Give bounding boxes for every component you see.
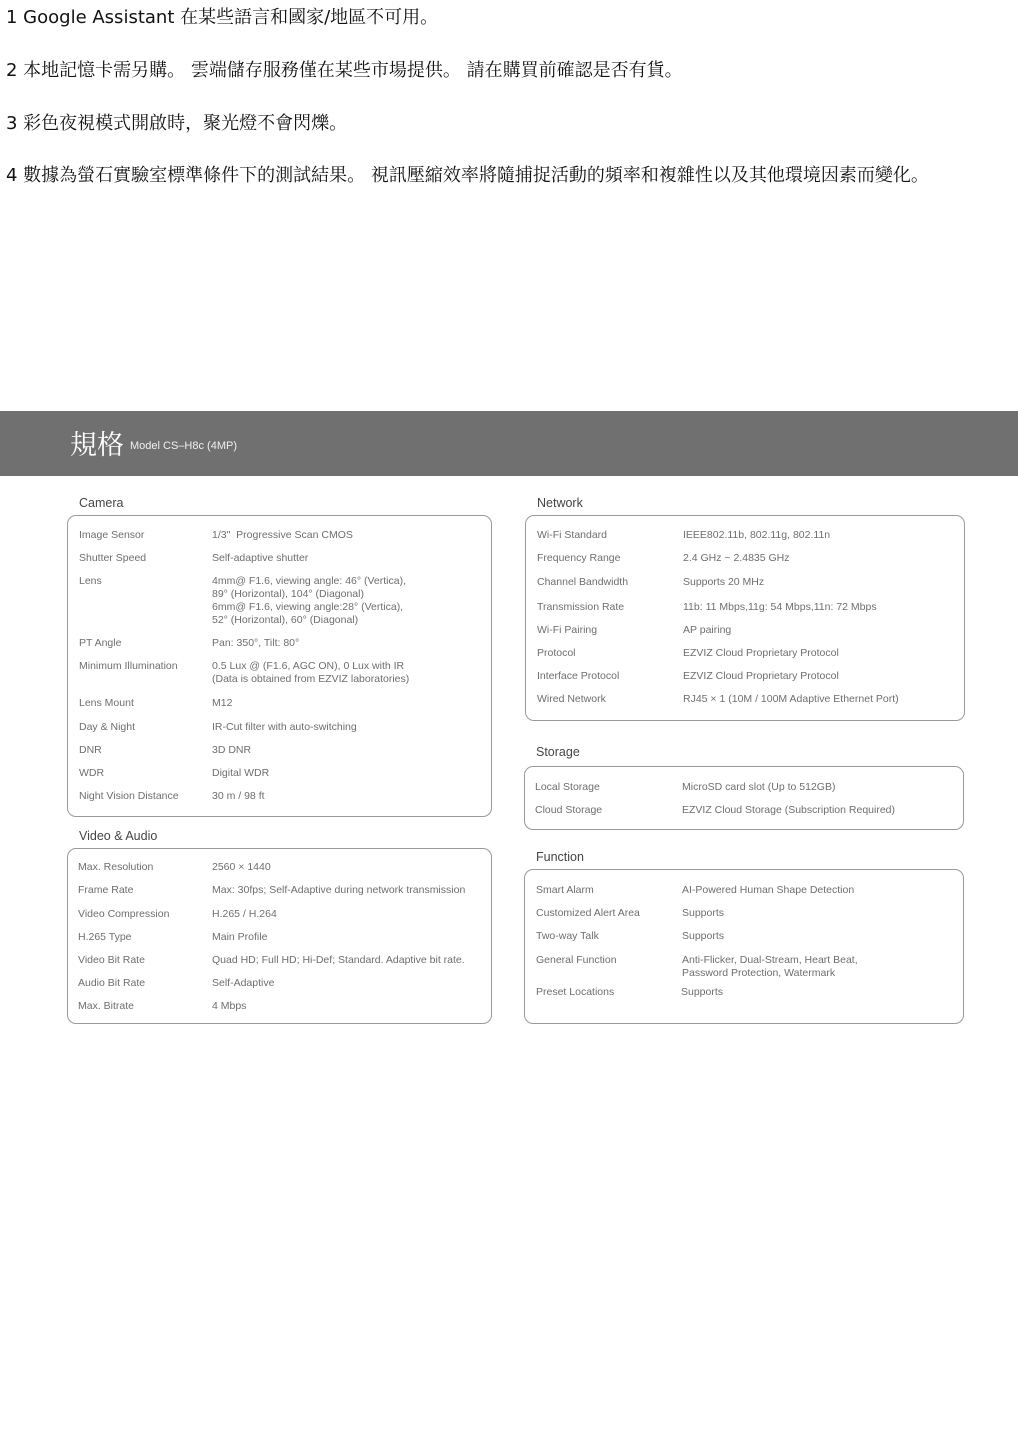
spec-key: Shutter Speed [79,552,147,564]
spec-value: EZVIZ Cloud Proprietary Protocol [683,647,839,659]
spec-key: Max. Resolution [78,861,154,873]
spec-value: Digital WDR [212,767,270,779]
storage-spec-box [524,766,964,830]
spec-value: 0.5 Lux @ (F1.6, AGC ON), 0 Lux with IR (Data is obtained from EZVIZ laboratories) [212,660,410,685]
spec-key: Channel Bandwidth [537,576,629,588]
spec-value: 2560 × 1440 [212,861,271,873]
spec-value: Pan: 350°, Tilt: 80° [212,637,300,649]
spec-key: Frequency Range [537,552,621,564]
network-section-title: Network [537,496,583,510]
spec-value: 3D DNR [212,744,252,756]
spec-value: 2.4 GHz ~ 2.4835 GHz [683,552,790,564]
spec-key: Lens [79,575,102,587]
spec-value: EZVIZ Cloud Storage (Subscription Required) [682,804,896,816]
storage-section-title: Storage [536,745,580,759]
spec-value: Supports 20 MHz [683,576,765,588]
spec-value: Max: 30fps; Self-Adaptive during network transmission [212,884,466,896]
spec-key: Frame Rate [78,884,134,896]
spec-key: General Function [536,954,617,966]
network-spec-box [525,515,965,721]
spec-key: Customized Alert Area [536,907,640,919]
spec-key: Local Storage [535,781,600,793]
spec-key: Interface Protocol [537,670,620,682]
spec-key: Preset Locations [536,986,615,998]
spec-key: Day & Night [79,721,136,733]
spec-value: Supports [682,930,725,942]
spec-value: Quad HD; Full HD; Hi-Def; Standard. Adaptive bit rate. [212,954,465,966]
spec-value: Supports [681,986,724,998]
spec-value: EZVIZ Cloud Proprietary Protocol [683,670,839,682]
spec-key: Audio Bit Rate [78,977,146,989]
video-audio-section-title: Video & Audio [79,829,158,843]
spec-key: Cloud Storage [535,804,603,816]
spec-value: MicroSD card slot (Up to 512GB) [682,781,836,793]
spec-banner [0,411,1018,476]
spec-value: Self-adaptive shutter [212,552,309,564]
function-section-title: Function [536,850,584,864]
spec-value: IR-Cut filter with auto-switching [212,721,357,733]
spec-value: 30 m / 98 ft [212,790,265,802]
spec-key: Max. Bitrate [78,1000,135,1012]
spec-key: PT Angle [79,637,122,649]
spec-key: Video Compression [78,908,170,920]
footnote-1: 1 Google Assistant 在某些語言和國家/地區不可用。 [6,7,439,28]
footnote-2: 2 本地記憶卡需另購。 雲端儲存服務僅在某些市場提供。 請在購買前確認是否有貨。 [6,60,683,81]
spec-key: Wi-Fi Standard [537,529,608,541]
spec-key: Wi-Fi Pairing [537,624,598,636]
spec-key: Video Bit Rate [78,954,145,966]
spec-key: Transmission Rate [537,601,625,613]
spec-value: AP pairing [683,624,732,636]
spec-key: DNR [79,744,102,756]
footnote-3: 3 彩色夜視模式開啟時，聚光燈不會閃爍。 [6,113,348,134]
spec-value: RJ45 × 1 (10M / 100M Adaptive Ethernet Port) [683,693,899,705]
spec-value: Main Profile [212,931,268,943]
spec-value: 4mm@ F1.6, viewing angle: 46° (Vertica), 89° (Horizontal), 104° (Diagonal) 6mm@ F1.6, viewing angle:28° (Vertica), 52° (Horizontal), 60° (Diagonal) [212,575,407,626]
spec-key: WDR [79,767,105,779]
spec-value: M12 [212,697,233,709]
camera-section-title: Camera [79,496,124,510]
spec-title: 規格 [70,430,124,461]
footnote-4: 4 數據為螢石實驗室標準條件下的測試結果。 視訊壓縮效率將隨捕捉活動的頻率和複雜性以及其他環境因素而變化。 [6,165,929,186]
spec-value: Supports [682,907,725,919]
spec-value: AI-Powered Human Shape Detection [682,884,855,896]
spec-key: Lens Mount [79,697,134,709]
spec-value: Anti-Flicker, Dual-Stream, Heart Beat, Password Protection, Watermark [682,954,858,979]
spec-value: H.265 / H.264 [212,908,277,920]
spec-value: 11b: 11 Mbps,11g: 54 Mbps,11n: 72 Mbps [683,601,877,613]
spec-key: Image Sensor [79,529,145,541]
spec-value: 1/3" Progressive Scan CMOS [212,529,353,541]
model-label: Model CS–H8c (4MP) [130,440,237,452]
spec-key: Night Vision Distance [79,790,179,802]
spec-key: Wired Network [537,693,606,705]
spec-value: 4 Mbps [212,1000,247,1012]
spec-key: Minimum Illumination [79,660,178,672]
spec-key: Protocol [537,647,576,659]
spec-value: Self-Adaptive [212,977,275,989]
spec-key: Smart Alarm [536,884,594,896]
spec-key: Two-way Talk [536,930,599,942]
spec-key: H.265 Type [78,931,132,943]
spec-value: IEEE802.11b, 802.11g, 802.11n [683,529,831,541]
